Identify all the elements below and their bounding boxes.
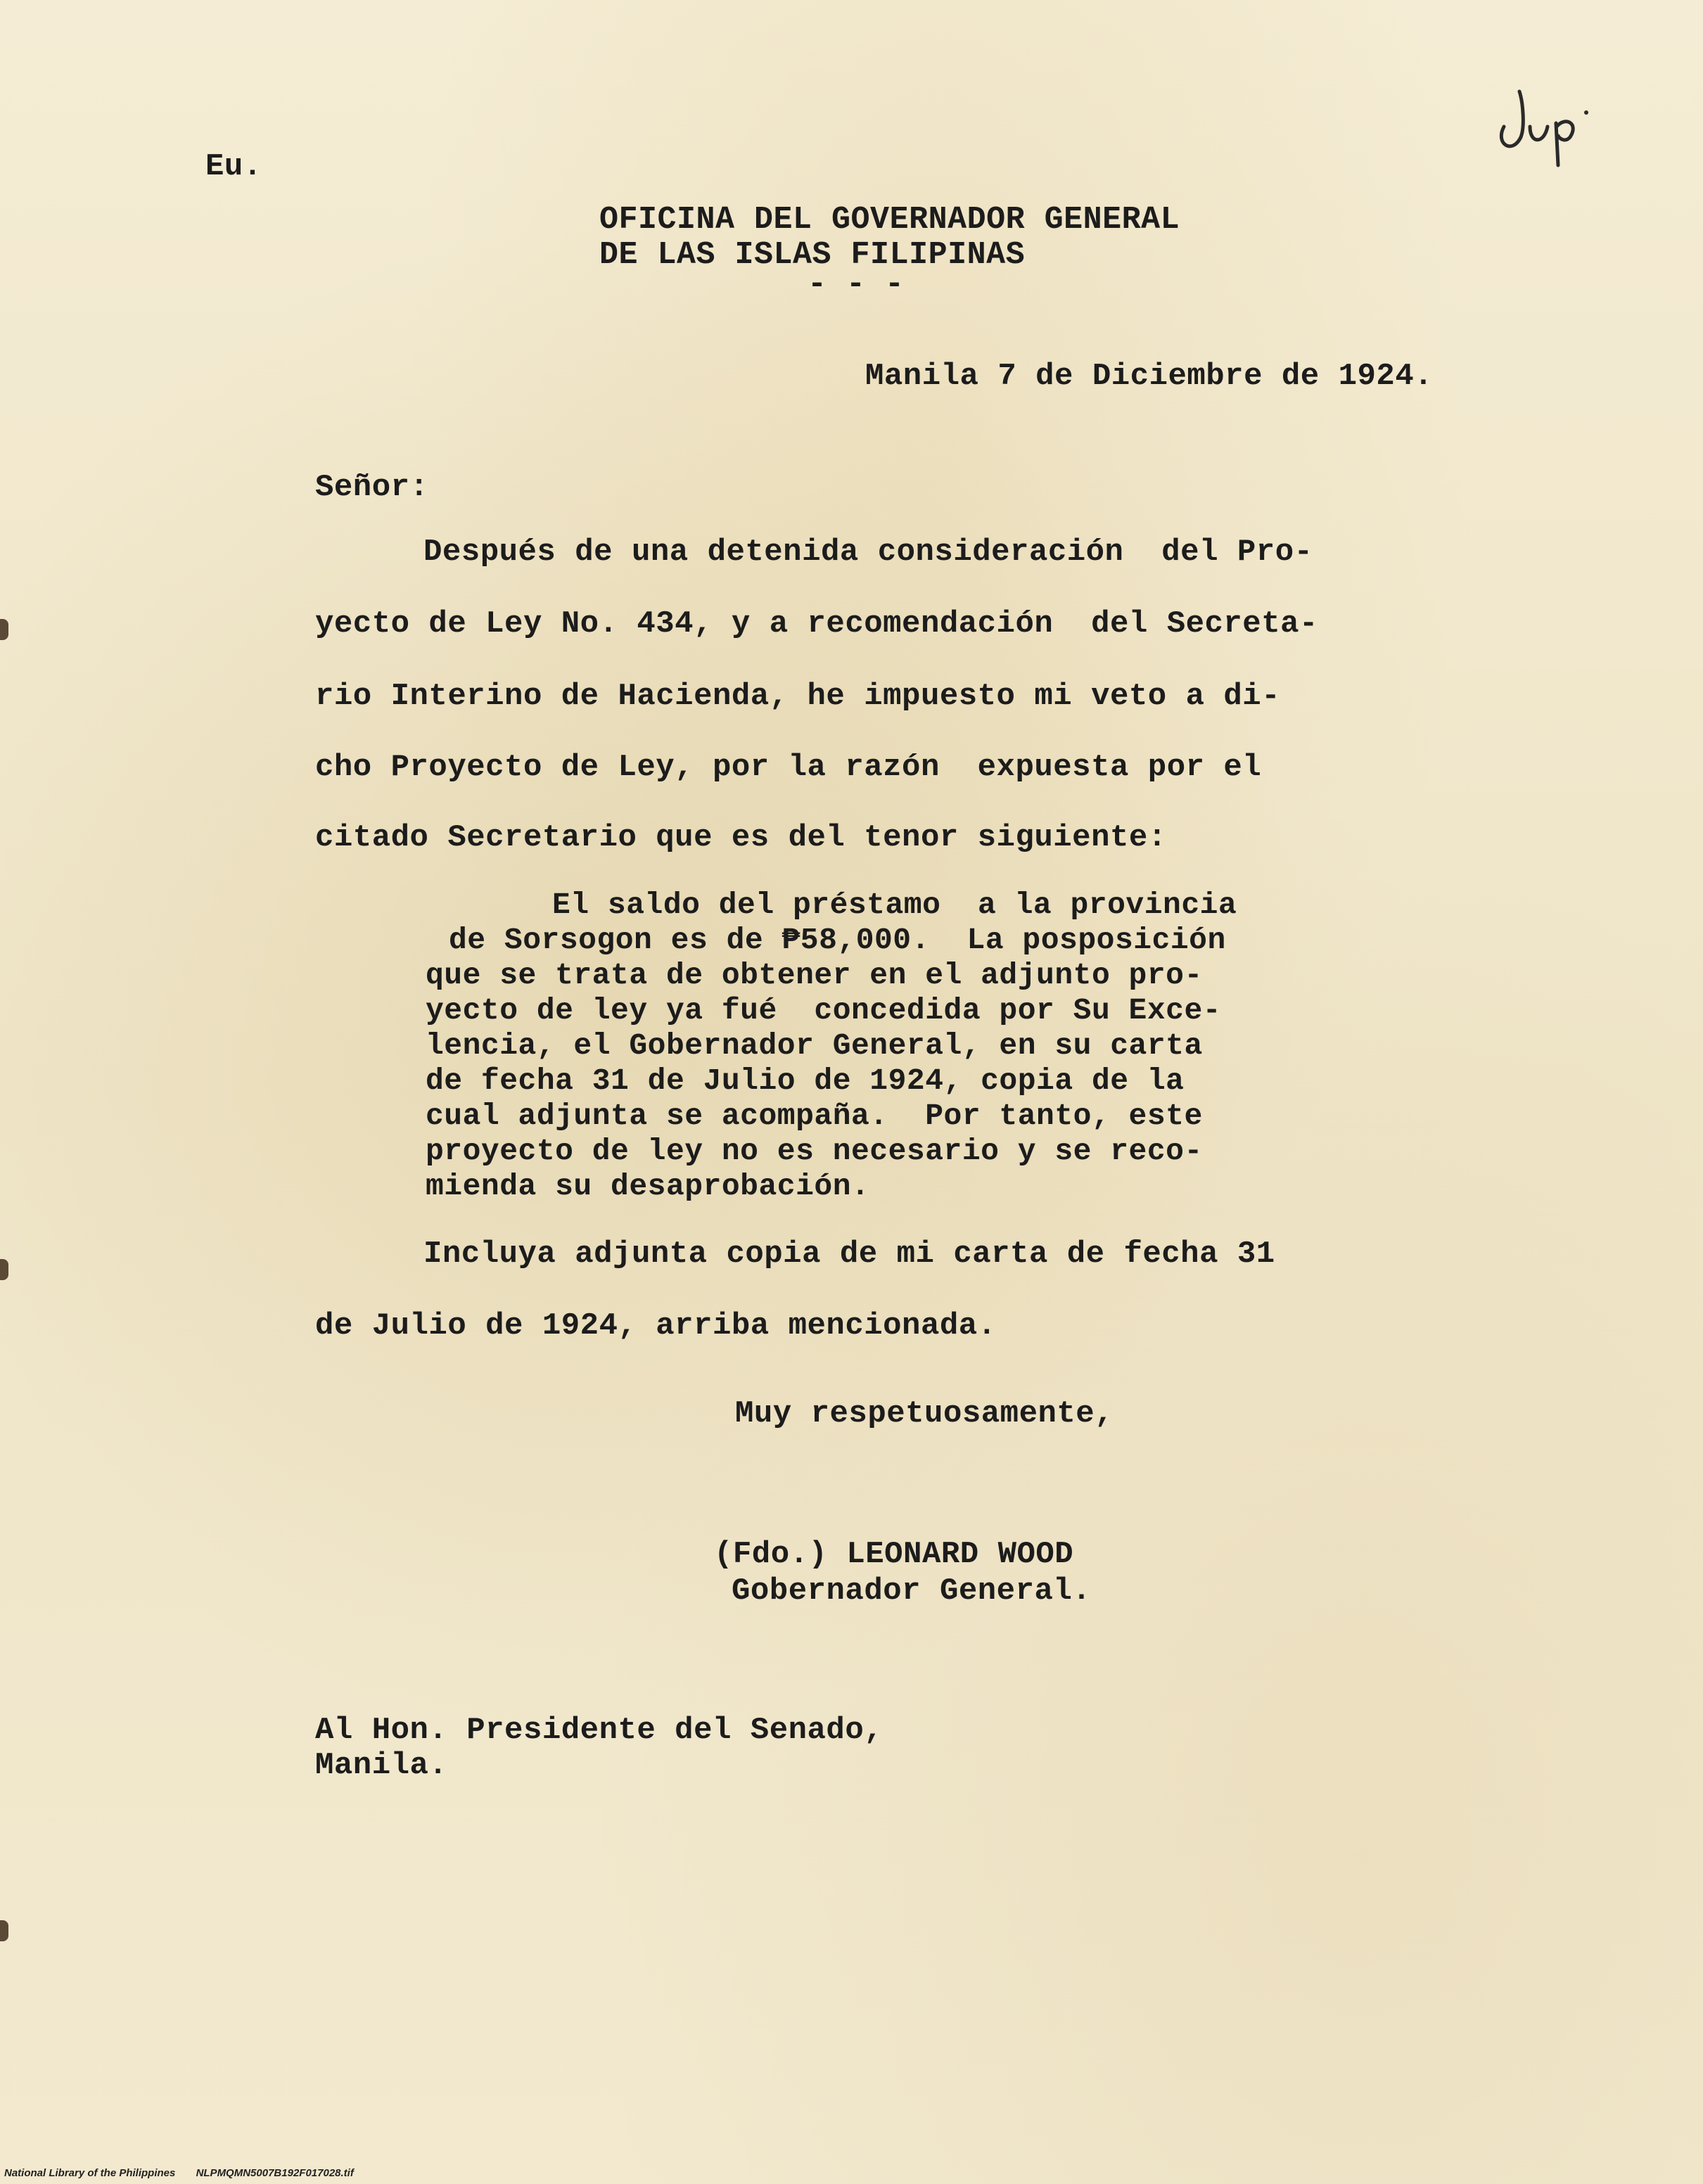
quote-line: que se trata de obtener en el adjunto pro- <box>426 958 1203 992</box>
punch-hole <box>0 1259 8 1280</box>
paragraph-line: yecto de Ley No. 434, y a recomendación del Secreta- <box>315 606 1318 641</box>
paragraph-line: Después de una detenida consideración del Pro- <box>423 535 1313 570</box>
paragraph-line: rio Interino de Hacienda, he impuesto mi veto a di- <box>315 679 1281 714</box>
quote-line: El saldo del préstamo a la provincia <box>552 888 1237 922</box>
signature-name: (Fdo.) LEONARD WOOD <box>714 1537 1074 1572</box>
letter-initials: Eu. <box>205 149 262 184</box>
quote-line: de Sorsogon es de ₱58,000. La posposición <box>449 923 1226 957</box>
quote-line: lencia, el Gobernador General, en su carta <box>426 1028 1203 1063</box>
paragraph-line: cho Proyecto de Ley, por la razón expuesta por el <box>315 750 1262 785</box>
quote-line: proyecto de ley no es necesario y se reco- <box>426 1134 1203 1168</box>
paragraph-line: citado Secretario que es del tenor siguiente: <box>315 820 1167 855</box>
header-line-islands: DE LAS ISLAS FILIPINAS <box>599 237 1026 273</box>
closing: Muy respetuosamente, <box>735 1396 1114 1431</box>
addressee-line: Manila. <box>315 1748 448 1783</box>
addressee-line: Al Hon. Presidente del Senado, <box>315 1713 884 1748</box>
signature-title: Gobernador General. <box>732 1573 1092 1609</box>
quote-line: de fecha 31 de Julio de 1924, copia de la <box>426 1064 1185 1098</box>
letter-date: Manila 7 de Diciembre de 1924. <box>865 359 1434 394</box>
paragraph-line: de Julio de 1924, arriba mencionada. <box>315 1308 997 1343</box>
quote-line: cual adjunta se acompaña. Por tanto, este <box>426 1099 1203 1133</box>
quote-line: yecto de ley ya fué concedida por Su Exce- <box>426 993 1222 1028</box>
header-line-office: OFICINA DEL GOVERNADOR GENERAL <box>599 202 1180 238</box>
header-rule: - - - <box>808 267 905 302</box>
quote-line: mienda su desaprobación. <box>426 1169 870 1203</box>
footer-file-id: NLPMQMN5007B192F017028.tif <box>196 2167 354 2179</box>
salutation: Señor: <box>315 470 429 505</box>
archive-footer <box>4 2167 354 2179</box>
footer-library: National Library of the Philippines <box>4 2167 176 2179</box>
handwritten-annotation <box>1491 60 1597 179</box>
punch-hole <box>0 1920 8 1941</box>
paragraph-line: Incluya adjunta copia de mi carta de fecha 31 <box>423 1237 1275 1272</box>
punch-hole <box>0 619 8 640</box>
